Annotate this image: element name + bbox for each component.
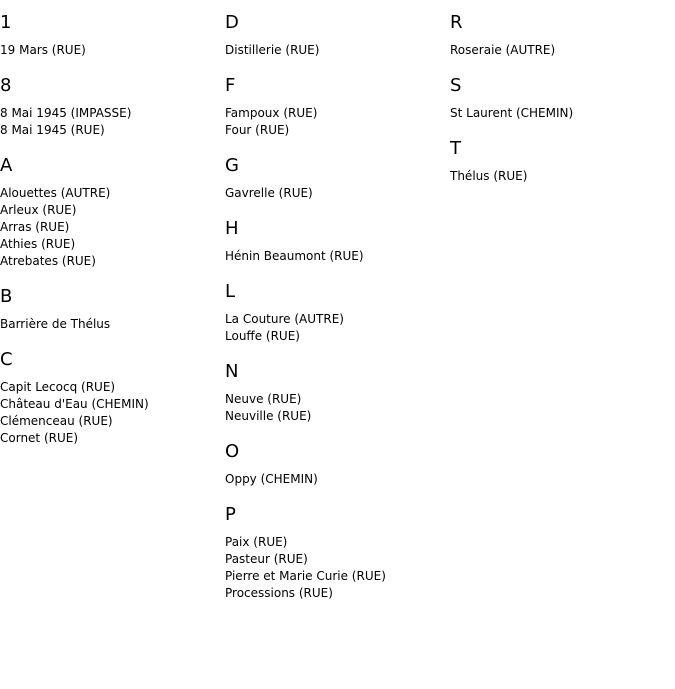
street-link[interactable]: Processions (RUE): [225, 586, 333, 600]
street-link[interactable]: St Laurent (CHEMIN): [450, 106, 574, 120]
letter-heading: P: [225, 504, 236, 525]
index-column: [0, 12, 220, 463]
street-link[interactable]: Thélus (RUE): [450, 169, 528, 183]
letter-group: [0, 75, 220, 139]
street-list: [450, 105, 670, 122]
street-link[interactable]: Clémenceau (RUE): [0, 414, 113, 428]
letter-heading: O: [225, 441, 240, 462]
letter-group: [450, 12, 670, 59]
letter-heading: 1: [0, 12, 12, 33]
letter-heading: L: [225, 281, 236, 302]
street-link[interactable]: Capit Lecocq (RUE): [0, 380, 116, 394]
street-link[interactable]: Gavrelle (RUE): [225, 186, 313, 200]
letter-group: [0, 349, 220, 447]
letter-group: [225, 218, 445, 265]
street-list: [450, 42, 670, 59]
street-link[interactable]: Pierre et Marie Curie (RUE): [225, 569, 386, 583]
street-list: [225, 105, 445, 139]
street-list: [225, 311, 445, 345]
street-link[interactable]: Roseraie (AUTRE): [450, 43, 556, 57]
letter-group: [225, 281, 445, 345]
letter-group: [225, 504, 445, 602]
letter-group: [0, 155, 220, 270]
letter-heading: H: [225, 218, 239, 239]
street-link[interactable]: Distillerie (RUE): [225, 43, 320, 57]
street-list: [0, 185, 220, 270]
letter-heading: F: [225, 75, 236, 96]
street-list: [225, 471, 445, 488]
street-link[interactable]: 8 Mai 1945 (IMPASSE): [0, 106, 132, 120]
letter-heading: 8: [0, 75, 12, 96]
letter-group: [225, 12, 445, 59]
street-link[interactable]: Oppy (CHEMIN): [225, 472, 318, 486]
street-list: [225, 248, 445, 265]
street-link[interactable]: Arleux (RUE): [0, 203, 77, 217]
letter-heading: G: [225, 155, 239, 176]
letter-group: [225, 75, 445, 139]
street-list: [225, 185, 445, 202]
index-column: [225, 12, 445, 618]
letter-group: [450, 75, 670, 122]
street-list: [450, 168, 670, 185]
street-list: [0, 316, 220, 333]
street-link[interactable]: Fampoux (RUE): [225, 106, 318, 120]
street-link[interactable]: Louffe (RUE): [225, 329, 300, 343]
street-link[interactable]: Arras (RUE): [0, 220, 70, 234]
street-link[interactable]: 19 Mars (RUE): [0, 43, 86, 57]
letter-heading: T: [450, 138, 461, 159]
street-link[interactable]: Atrebates (RUE): [0, 254, 96, 268]
letter-heading: B: [0, 286, 13, 307]
street-link[interactable]: Hénin Beaumont (RUE): [225, 249, 364, 263]
letter-heading: S: [450, 75, 462, 96]
street-list: [225, 534, 445, 602]
letter-group: [0, 286, 220, 333]
letter-heading: A: [0, 155, 13, 176]
letter-heading: D: [225, 12, 239, 33]
street-link[interactable]: Alouettes (AUTRE): [0, 186, 111, 200]
index-column: [450, 12, 670, 201]
street-link[interactable]: Paix (RUE): [225, 535, 288, 549]
letter-heading: R: [450, 12, 463, 33]
street-link[interactable]: Neuve (RUE): [225, 392, 302, 406]
street-link[interactable]: Pasteur (RUE): [225, 552, 308, 566]
letter-heading: C: [0, 349, 13, 370]
street-link[interactable]: Château d'Eau (CHEMIN): [0, 397, 149, 411]
street-link[interactable]: Neuville (RUE): [225, 409, 312, 423]
letter-group: [450, 138, 670, 185]
street-list: [225, 391, 445, 425]
street-link[interactable]: Cornet (RUE): [0, 431, 79, 445]
street-link[interactable]: Four (RUE): [225, 123, 290, 137]
street-link[interactable]: 8 Mai 1945 (RUE): [0, 123, 105, 137]
street-list: [225, 42, 445, 59]
letter-group: [225, 441, 445, 488]
letter-group: [0, 12, 220, 59]
street-link[interactable]: La Couture (AUTRE): [225, 312, 344, 326]
street-list: [0, 105, 220, 139]
street-link[interactable]: Athies (RUE): [0, 237, 76, 251]
street-list: [0, 42, 220, 59]
letter-heading: N: [225, 361, 239, 382]
street-link[interactable]: Barrière de Thélus: [0, 317, 111, 331]
letter-group: [225, 155, 445, 202]
letter-group: [225, 361, 445, 425]
street-list: [0, 379, 220, 447]
